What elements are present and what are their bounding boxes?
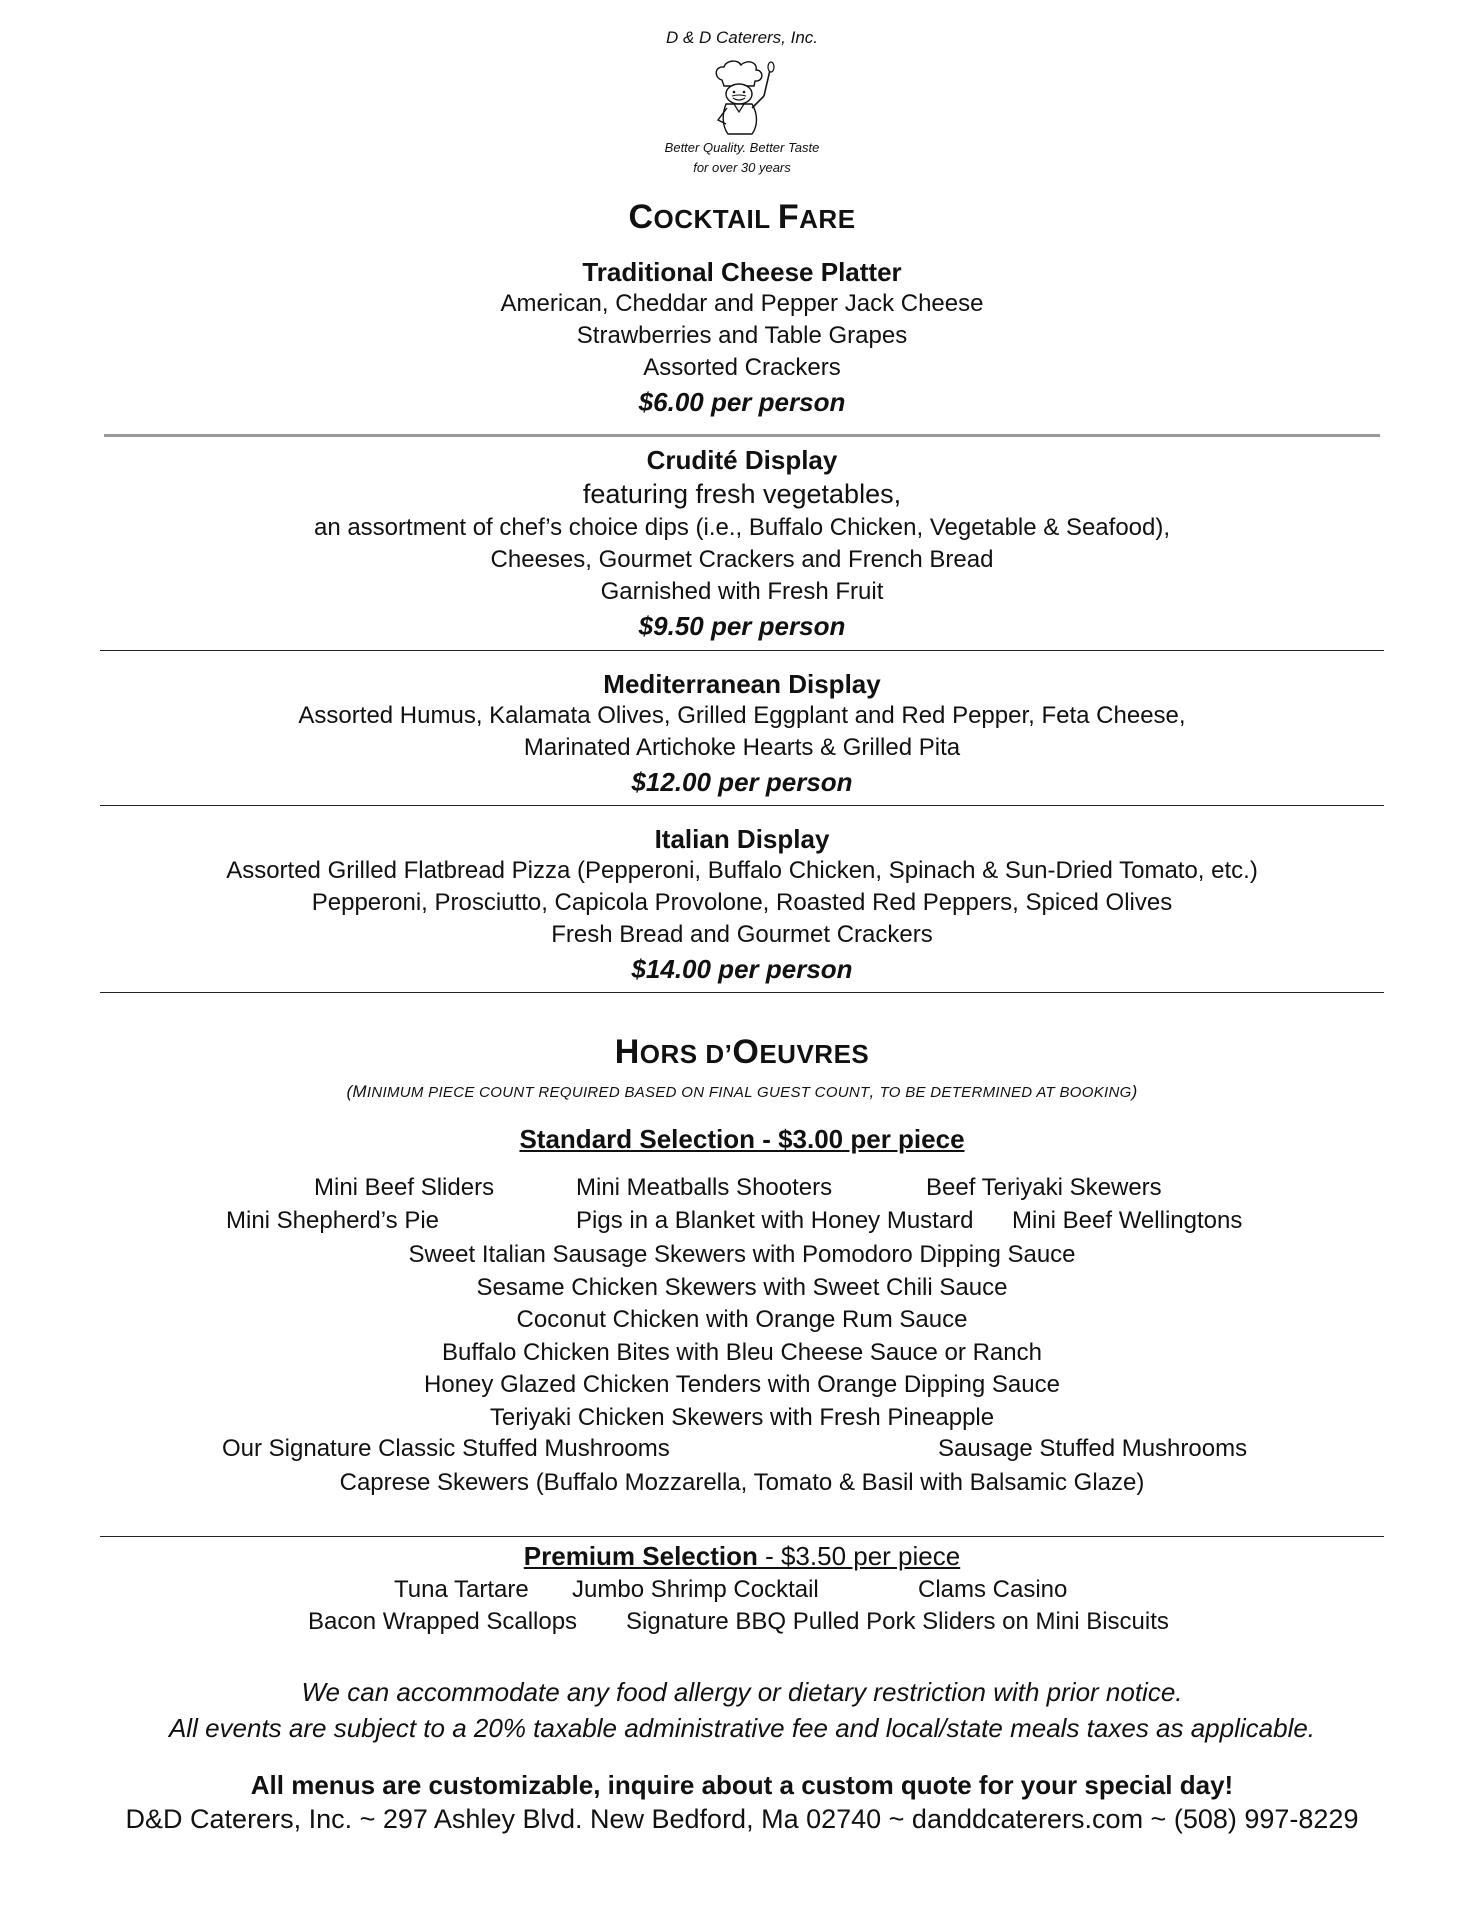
hors-doeuvres-title [0,1033,1484,1072]
item-line: Pepperoni, Prosciutto, Capicola Provolone, Roasted Red Peppers, Spiced Olives [311,889,1173,916]
item-title: Crudité Display [646,445,838,475]
item-price: $6.00 per person [638,387,846,417]
premium-price: $3.50 per piece [780,1541,961,1571]
menu-item-crudite-display [0,444,1484,644]
divider [100,805,1384,806]
list-item: Pigs in a Blanket with Honey Mustard [576,1207,974,1234]
fee-note: All events are subject to a 20% taxable administrative fee and local/state meals taxes as applicable. [168,1713,1316,1743]
item-line: Strawberries and Table Grapes [576,322,908,349]
item-line: American, Cheddar and Pepper Jack Cheese [500,290,984,317]
standard-list [0,1239,1484,1434]
list-item: Beef Teriyaki Skewers [926,1174,1162,1201]
item-line: Cheeses, Gourmet Crackers and French Bread [490,546,994,573]
standard-selection-label: Standard Selection - $3.00 per piece [519,1124,965,1154]
note-text: INIMUM PIECE COUNT REQUIRED BASED ON FINAL GUEST COUNT [366,1084,870,1101]
list-item: Signature BBQ Pulled Pork Sliders on Mini Biscuits [626,1608,1169,1635]
title-letter: F [777,198,800,236]
list-item: Sesame Chicken Skewers with Sweet Chili Sauce [476,1273,1008,1301]
list-item: Clams Casino [918,1576,1068,1603]
note-close: ) [1131,1082,1138,1101]
list-item: Mini Meatballs Shooters [576,1174,833,1201]
list-item: Buffalo Chicken Bites with Bleu Cheese Sauce or Ranch [442,1338,1042,1366]
customizable-note: All menus are customizable, inquire about a custom quote for your special day! [250,1770,1234,1800]
chef-icon [692,58,792,138]
menu-item-cheese-platter [0,256,1484,420]
title-smallcaps: ARE [799,204,856,234]
list-item: Bacon Wrapped Scallops [308,1608,578,1635]
list-item: Mini Beef Wellingtons [1012,1207,1243,1234]
tagline [0,138,1484,178]
caprese-line [0,1467,1484,1499]
item-line: Fresh Bread and Gourmet Crackers [551,921,933,948]
title-letter: C [628,198,654,236]
item-title: Italian Display [654,824,830,854]
list-item: Sweet Italian Sausage Skewers with Pomodoro Dipping Sauce [408,1241,1076,1268]
item-title: Traditional Cheese Platter [582,257,902,287]
note-sep: , [869,1082,880,1101]
list-item: Caprese Skewers (Buffalo Mozzarella, Tomato & Basil with Balsamic Glaze) [339,1469,1145,1496]
standard-selection-heading [0,1124,1484,1155]
premium-sep: - [757,1541,781,1571]
list-item: Honey Glazed Chicken Tenders with Orange Dipping Sauce [424,1371,1060,1398]
list-item: Mini Beef Sliders [314,1174,495,1201]
menu-item-italian-display [0,823,1484,987]
premium-selection-label: Premium Selection [523,1541,758,1571]
item-price: $9.50 per person [638,611,846,641]
title-smallcaps: OCKTAIL [653,204,778,234]
contact-address: D&D Caterers, Inc. ~ 297 Ashley Blvd. New Bedford, Ma 02740 ~ danddcaterers.com ~ (508) 997-8229 [125,1804,1359,1834]
list-item: Coconut Chicken with Orange Rum Sauce [516,1306,968,1333]
allergy-note: We can accommodate any food allergy or dietary restriction with prior notice. [301,1677,1183,1707]
list-item: Tuna Tartare [394,1576,529,1603]
title-letter: H [614,1033,640,1071]
note-text: TO BE DETERMINED AT BOOKING [879,1084,1132,1101]
divider [100,992,1384,993]
item-price: $12.00 per person [631,767,853,797]
item-line: Assorted Crackers [643,354,841,381]
cocktail-fare-title [0,198,1484,237]
company-name: D & D Caterers, Inc. [665,28,819,47]
item-line: Marinated Artichoke Hearts & Grilled Pita [523,734,961,761]
item-line: Assorted Humus, Kalamata Olives, Grilled Eggplant and Red Pepper, Feta Cheese, [298,702,1186,729]
list-item: Jumbo Shrimp Cocktail [572,1576,819,1603]
item-price: $14.00 per person [631,954,853,984]
minimum-count-note [0,1082,1484,1102]
tagline-line-1: Better Quality. Better Taste [664,140,820,155]
list-item: Teriyaki Chicken Skewers with Fresh Pineapple [489,1403,995,1431]
item-line: an assortment of chef’s choice dips (i.e., Buffalo Chicken, Vegetable & Seafood), [313,514,1171,541]
tagline-line-2: for over 30 years [693,160,791,175]
list-item: Our Signature Classic Stuffed Mushrooms [222,1435,670,1462]
item-lead: featuring fresh vegetables, [582,479,902,509]
divider [100,650,1384,651]
title-smallcaps: ORS D’ [639,1039,733,1069]
item-line: Assorted Grilled Flatbread Pizza (Pepperoni, Buffalo Chicken, Spinach & Sun-Dried Tomato, etc.) [226,857,1258,884]
note-open: ( [346,1082,353,1101]
list-item: Mini Shepherd’s Pie [226,1207,440,1234]
menu-item-mediterranean-display [0,668,1484,800]
item-title: Mediterranean Display [603,669,881,699]
title-letter: O [732,1033,760,1071]
divider [100,1536,1384,1537]
list-item: Sausage Stuffed Mushrooms [938,1435,1248,1462]
divider [104,434,1380,437]
premium-selection-heading [0,1541,1484,1572]
note-letter: M [352,1082,367,1101]
title-smallcaps: EUVRES [759,1039,870,1069]
item-line: Garnished with Fresh Fruit [600,578,884,605]
